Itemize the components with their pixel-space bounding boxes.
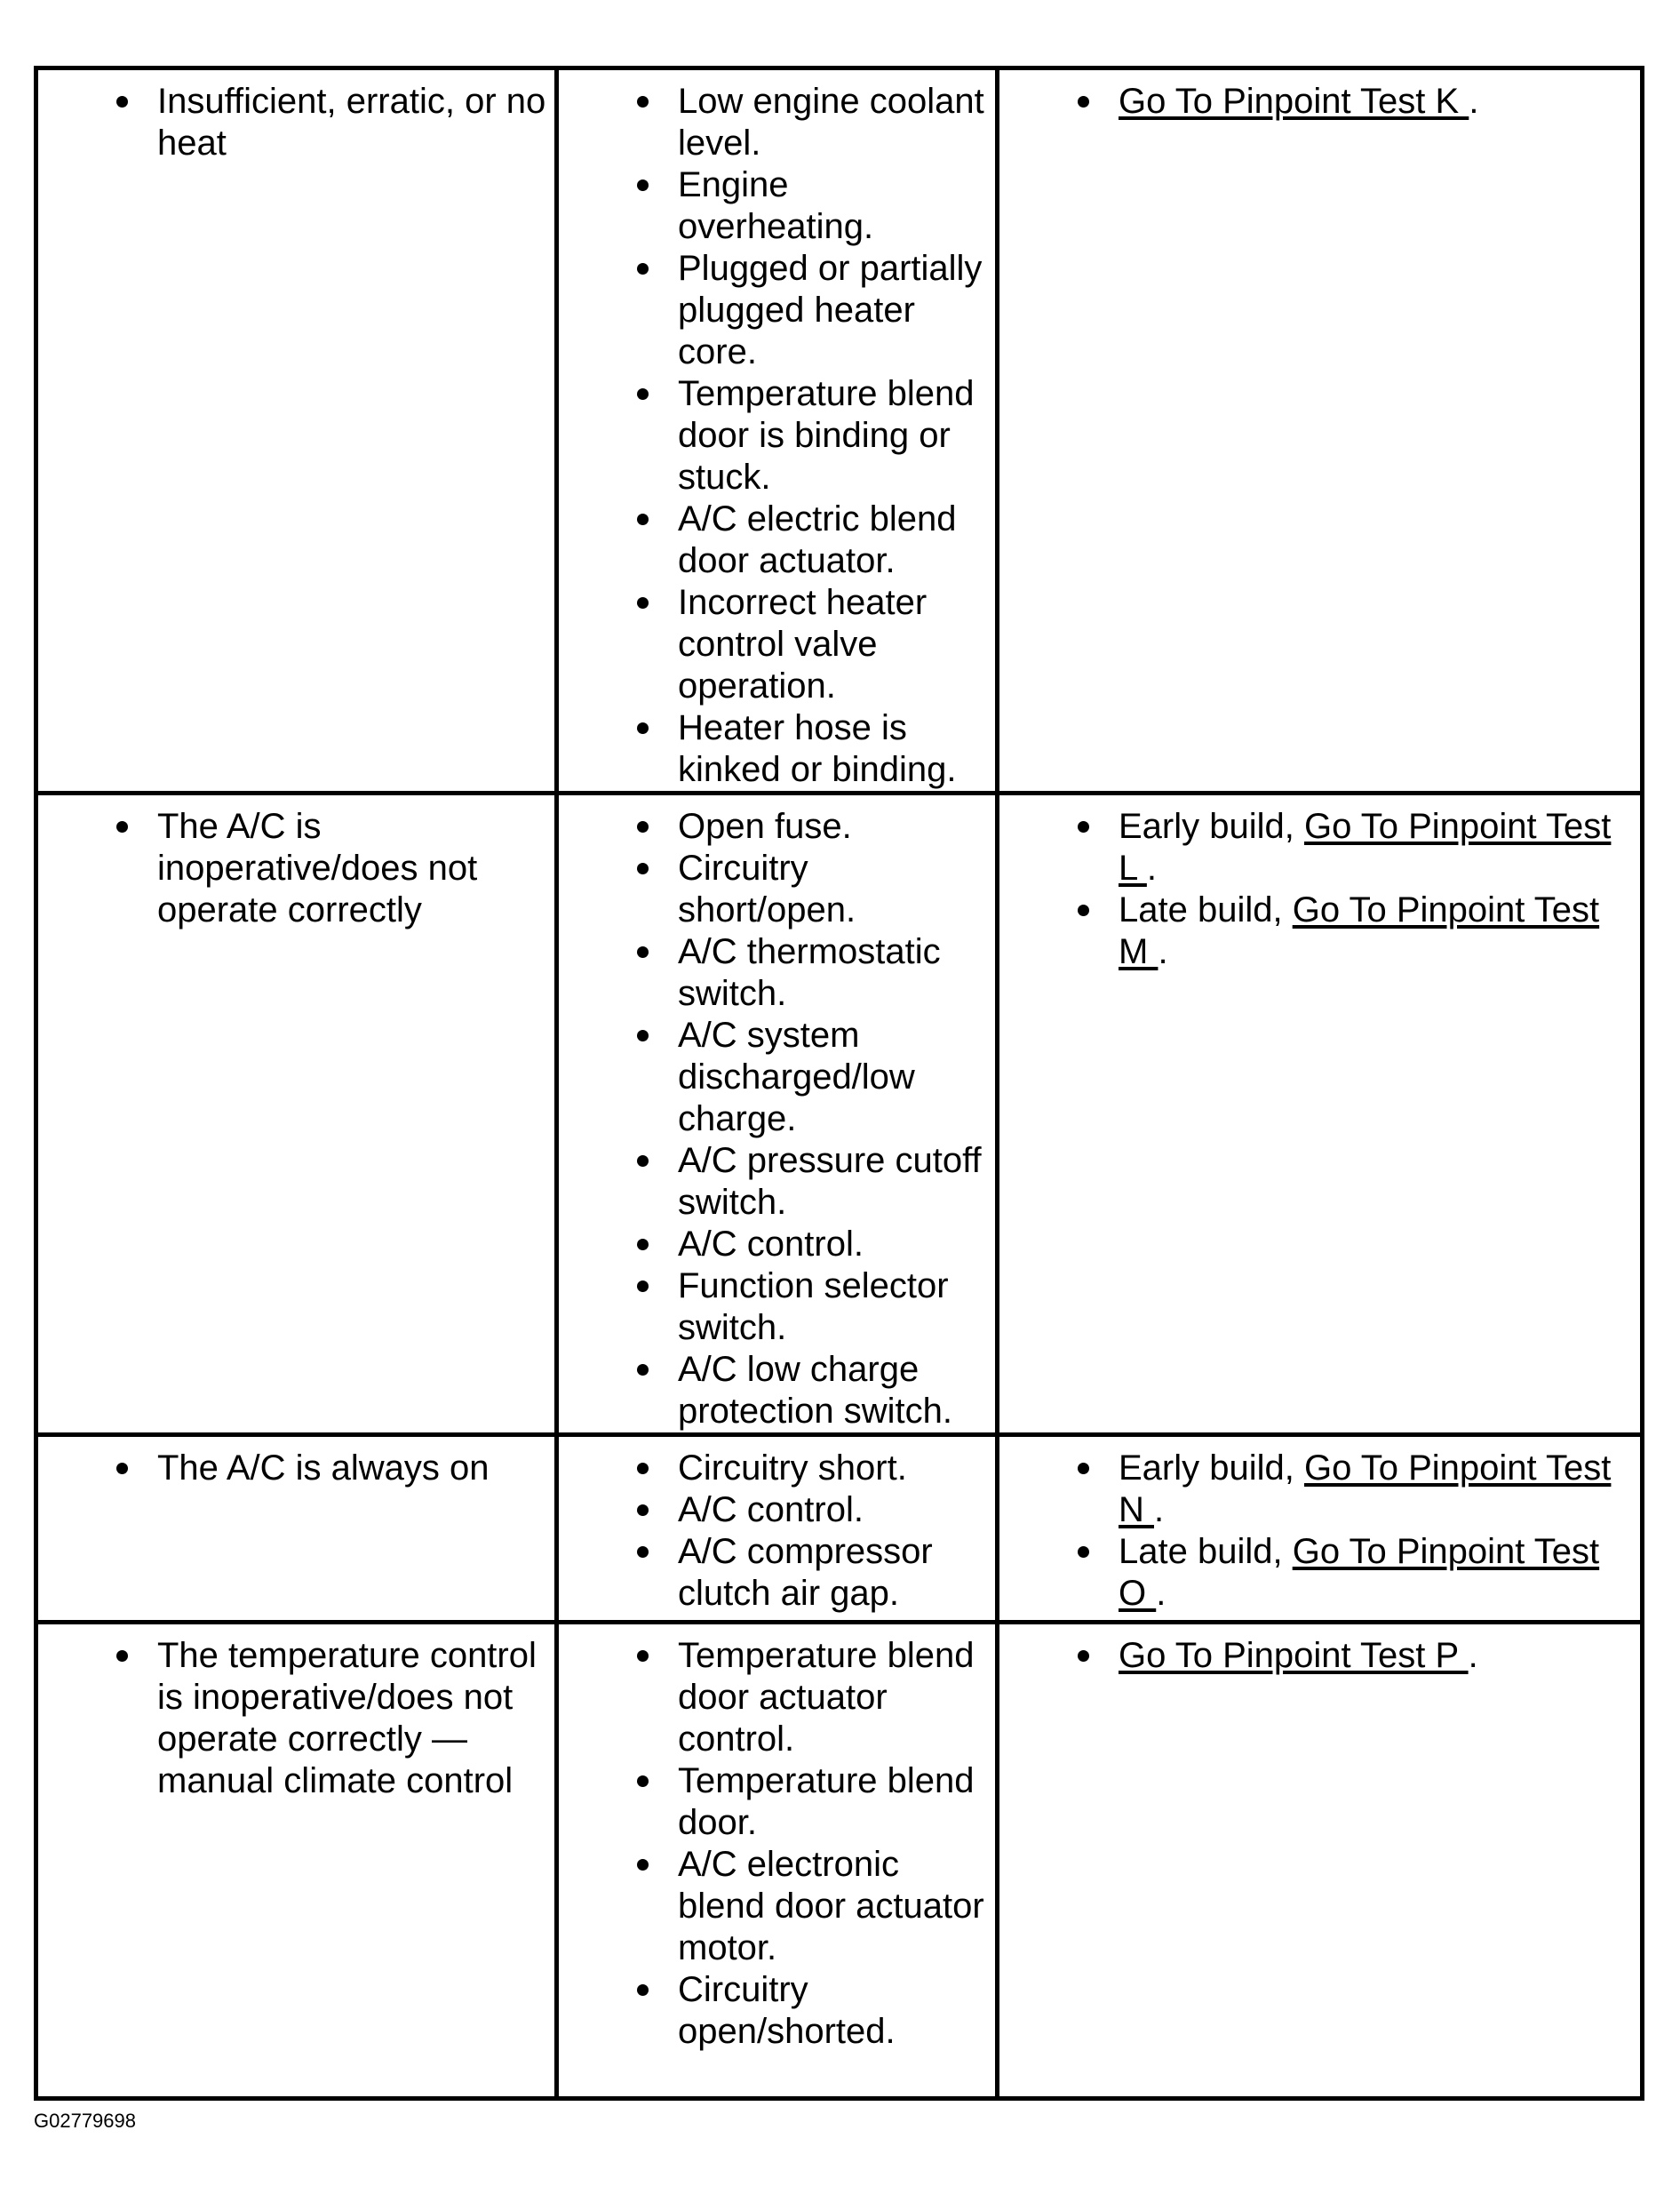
bullet-icon xyxy=(116,1463,128,1474)
cause-text: A/C pressure cutoff switch. xyxy=(678,1141,982,1222)
list-item xyxy=(566,1265,988,1349)
bullet-icon xyxy=(116,96,128,108)
list-item xyxy=(566,81,988,164)
cause-cell xyxy=(557,1435,998,1623)
symptom-list xyxy=(45,1448,547,1489)
bullet-icon xyxy=(637,1650,649,1662)
bullet-icon xyxy=(637,722,649,734)
list-item xyxy=(566,848,988,931)
table-row xyxy=(36,1435,1643,1623)
cause-text: A/C electric blend door actuator. xyxy=(678,499,957,580)
cause-cell xyxy=(557,1623,998,2099)
bullet-icon xyxy=(637,1364,649,1376)
cause-text: A/C thermostatic switch. xyxy=(678,932,941,1013)
list-item xyxy=(566,1531,988,1615)
bullet-icon xyxy=(637,863,649,874)
list-item xyxy=(566,1015,988,1140)
list-item xyxy=(566,1844,988,1969)
symptom-text: The temperature control is inoperative/does not operate correctly — manual climate control xyxy=(157,1636,537,1800)
cause-text: Temperature blend door. xyxy=(678,1761,975,1842)
list-item xyxy=(45,81,547,164)
action-prefix: Early build, xyxy=(1119,1448,1304,1488)
pinpoint-test-o-link[interactable]: Go To Pinpoint Test O xyxy=(1119,1532,1600,1613)
bullet-icon xyxy=(637,1984,649,1996)
table-row xyxy=(36,794,1643,1435)
diagnosis-table xyxy=(34,66,1644,2101)
action-prefix: Early build, xyxy=(1119,807,1304,846)
symptom-text: The A/C is inoperative/does not operate correctly xyxy=(157,807,478,929)
bullet-icon xyxy=(637,1155,649,1167)
bullet-icon xyxy=(637,1504,649,1516)
cause-text: Circuitry short. xyxy=(678,1448,907,1488)
cause-text: Temperature blend door actuator control. xyxy=(678,1636,975,1759)
action-prefix: Late build, xyxy=(1119,1532,1293,1571)
pinpoint-test-l-link[interactable]: Go To Pinpoint Test L xyxy=(1119,807,1612,888)
symptom-list xyxy=(45,81,547,164)
cause-text: Low engine coolant level. xyxy=(678,82,984,163)
symptom-cell xyxy=(36,68,557,794)
list-item xyxy=(566,1349,988,1432)
cause-list xyxy=(566,1448,988,1615)
action-cell xyxy=(998,1435,1643,1623)
cause-text: Open fuse. xyxy=(678,807,852,846)
list-item xyxy=(45,1448,547,1489)
pinpoint-test-k-link[interactable]: Go To Pinpoint Test K xyxy=(1119,82,1469,121)
pinpoint-test-m-link[interactable]: Go To Pinpoint Test M xyxy=(1119,890,1600,971)
bullet-icon xyxy=(1078,96,1089,108)
bullet-icon xyxy=(637,1239,649,1250)
list-item xyxy=(566,164,988,248)
list-item xyxy=(1007,806,1633,890)
action-suffix: . xyxy=(1158,932,1168,971)
action-list xyxy=(1007,1635,1633,1677)
bullet-icon xyxy=(1078,1546,1089,1558)
symptom-cell xyxy=(36,1623,557,2099)
action-suffix: . xyxy=(1154,1490,1165,1529)
action-cell xyxy=(998,794,1643,1435)
pinpoint-test-n-link[interactable]: Go To Pinpoint Test N xyxy=(1119,1448,1612,1529)
list-item xyxy=(566,707,988,791)
cause-text: A/C electronic blend door actuator motor. xyxy=(678,1845,984,1967)
list-item xyxy=(566,499,988,582)
cause-text: Temperature blend door is binding or stuck. xyxy=(678,374,975,497)
symptom-cell xyxy=(36,794,557,1435)
symptom-cell xyxy=(36,1435,557,1623)
cause-text: Incorrect heater control valve operation. xyxy=(678,583,928,706)
cause-text: Heater hose is kinked or binding. xyxy=(678,708,957,789)
bullet-icon xyxy=(637,1463,649,1474)
cause-text: A/C system discharged/low charge. xyxy=(678,1016,915,1138)
cause-text: A/C control. xyxy=(678,1490,864,1529)
bullet-icon xyxy=(1078,821,1089,833)
cause-list xyxy=(566,1635,988,2053)
cause-text: Engine overheating. xyxy=(678,165,874,246)
list-item xyxy=(1007,890,1633,973)
bullet-icon xyxy=(637,1775,649,1787)
cause-list xyxy=(566,806,988,1432)
cause-cell xyxy=(557,794,998,1435)
action-list xyxy=(1007,81,1633,123)
list-item xyxy=(1007,81,1633,123)
action-cell xyxy=(998,68,1643,794)
action-cell xyxy=(998,1623,1643,2099)
table-row xyxy=(36,68,1643,794)
cause-text: Circuitry open/shorted. xyxy=(678,1970,896,2051)
bullet-icon xyxy=(1078,905,1089,916)
cause-text: Function selector switch. xyxy=(678,1266,949,1347)
bullet-icon xyxy=(637,96,649,108)
list-item xyxy=(566,1969,988,2053)
symptom-text: Insufficient, erratic, or no heat xyxy=(157,82,546,163)
cause-text: A/C compressor clutch air gap. xyxy=(678,1532,933,1613)
list-item xyxy=(566,582,988,707)
cause-list xyxy=(566,81,988,791)
action-prefix: Late build, xyxy=(1119,890,1293,929)
symptom-list xyxy=(45,806,547,931)
list-item xyxy=(566,1448,988,1489)
list-item xyxy=(566,1140,988,1224)
list-item xyxy=(566,248,988,373)
bullet-icon xyxy=(116,821,128,833)
action-list xyxy=(1007,1448,1633,1615)
list-item xyxy=(566,1635,988,1760)
bullet-icon xyxy=(1078,1463,1089,1474)
bullet-icon xyxy=(637,1281,649,1292)
bullet-icon xyxy=(637,1546,649,1558)
cause-text: A/C low charge protection switch. xyxy=(678,1350,953,1431)
bullet-icon xyxy=(116,1650,128,1662)
cause-text: Plugged or partially plugged heater core. xyxy=(678,249,983,371)
list-item xyxy=(1007,1531,1633,1615)
list-item xyxy=(566,1489,988,1531)
list-item xyxy=(45,806,547,931)
action-suffix: . xyxy=(1156,1574,1166,1613)
figure-id: G02779698 xyxy=(34,2110,136,2132)
list-item xyxy=(566,1760,988,1844)
action-suffix: . xyxy=(1469,82,1479,121)
bullet-icon xyxy=(637,180,649,191)
symptom-text: The A/C is always on xyxy=(157,1448,490,1488)
symptom-list xyxy=(45,1635,547,1802)
bullet-icon xyxy=(637,514,649,525)
action-suffix: . xyxy=(1146,849,1157,888)
bullet-icon xyxy=(637,1859,649,1871)
cause-cell xyxy=(557,68,998,794)
bullet-icon xyxy=(637,1030,649,1041)
list-item xyxy=(566,1224,988,1265)
list-item xyxy=(45,1635,547,1802)
bullet-icon xyxy=(637,597,649,609)
pinpoint-test-p-link[interactable]: Go To Pinpoint Test P xyxy=(1119,1636,1469,1675)
list-item xyxy=(1007,1635,1633,1677)
cause-text: A/C control. xyxy=(678,1225,864,1264)
bullet-icon xyxy=(637,946,649,958)
bullet-icon xyxy=(637,263,649,275)
bullet-icon xyxy=(1078,1650,1089,1662)
action-list xyxy=(1007,806,1633,973)
list-item xyxy=(566,373,988,499)
cause-text: Circuitry short/open. xyxy=(678,849,856,929)
bullet-icon xyxy=(637,388,649,400)
action-suffix: . xyxy=(1468,1636,1478,1675)
list-item xyxy=(566,806,988,848)
bullet-icon xyxy=(637,821,649,833)
list-item xyxy=(1007,1448,1633,1531)
list-item xyxy=(566,931,988,1015)
table-row xyxy=(36,1623,1643,2099)
